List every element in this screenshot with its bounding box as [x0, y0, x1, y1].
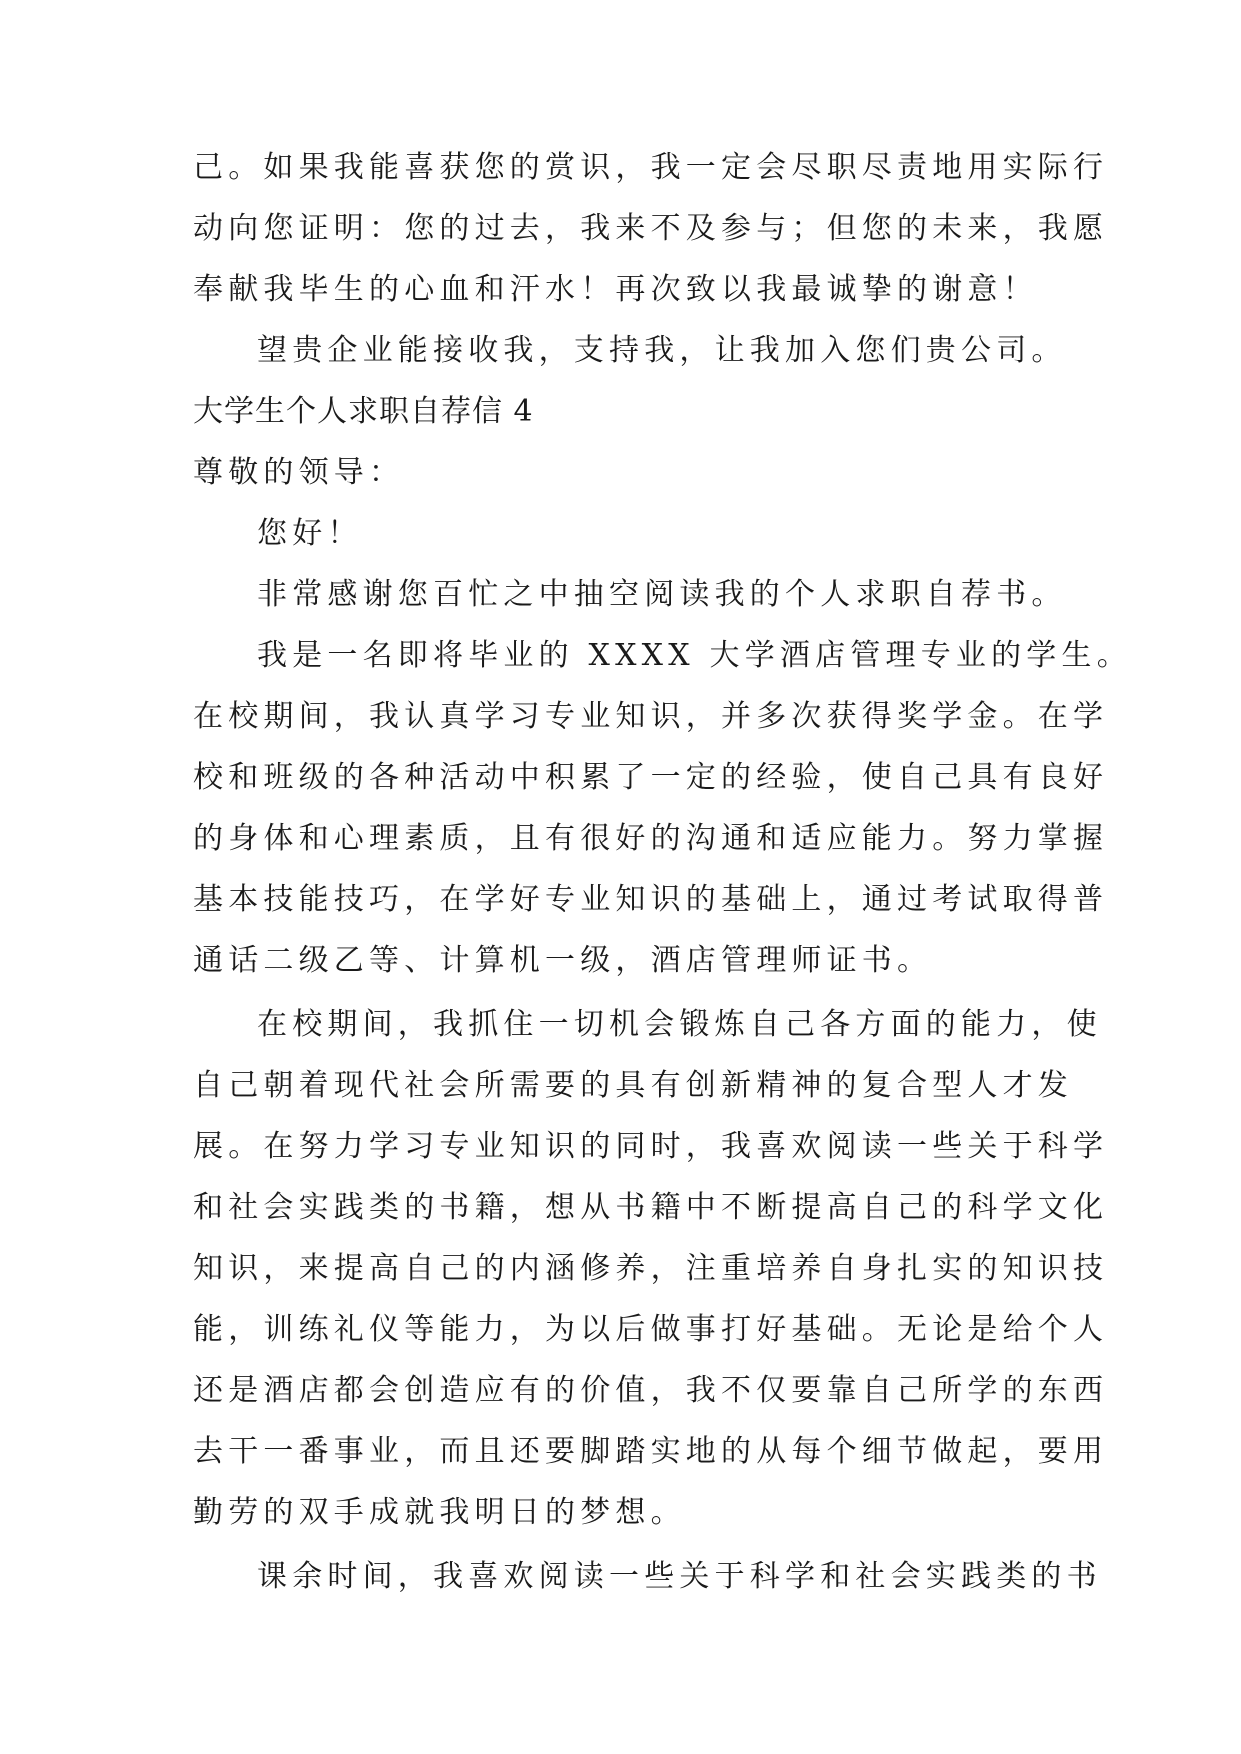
text-line: 我是一名即将毕业的 XXXX 大学酒店管理专业的学生。: [257, 638, 1132, 673]
text-line: 基本技能技巧，在学好专业知识的基础上，通过考试取得普: [193, 882, 1109, 917]
text-line: 知识，来提高自己的内涵修养，注重培养自身扎实的知识技: [193, 1251, 1109, 1286]
text-line: 奉献我毕生的心血和汗水！再次致以我最诚挚的谢意！: [193, 272, 1038, 307]
text-line: 非常感谢您百忙之中抽空阅读我的个人求职自荐书。: [257, 577, 1067, 612]
text-line: 通话二级乙等、计算机一级，酒店管理师证书。: [193, 943, 933, 978]
text-line: 去干一番事业，而且还要脚踏实地的从每个细节做起，要用: [193, 1434, 1109, 1469]
salutation: 尊敬的领导：: [193, 455, 405, 490]
text-line: 自己朝着现代社会所需要的具有创新精神的复合型人才发: [193, 1068, 1073, 1103]
text-line: 校和班级的各种活动中积累了一定的经验，使自己具有良好: [193, 760, 1109, 795]
text-line: 展。在努力学习专业知识的同时，我喜欢阅读一些关于科学: [193, 1129, 1109, 1164]
text-line: 的身体和心理素质，且有很好的沟通和适应能力。努力掌握: [193, 821, 1109, 856]
text-line: 动向您证明：您的过去，我来不及参与；但您的未来，我愿: [193, 211, 1109, 246]
text-line: 和社会实践类的书籍，想从书籍中不断提高自己的科学文化: [193, 1190, 1109, 1225]
text-line: 课余时间，我喜欢阅读一些关于科学和社会实践类的书: [257, 1559, 1102, 1594]
greeting: 您好！: [257, 516, 363, 551]
text-line: 能，训练礼仪等能力，为以后做事打好基础。无论是给个人: [193, 1312, 1109, 1347]
text-line: 还是酒店都会创造应有的价值，我不仅要靠自己所学的东西: [193, 1373, 1109, 1408]
text-line: 己。如果我能喜获您的赏识，我一定会尽职尽责地用实际行: [193, 150, 1109, 185]
text-line: 勤劳的双手成就我明日的梦想。: [193, 1495, 686, 1530]
text-line: 在校期间，我认真学习专业知识，并多次获得奖学金。在学: [193, 699, 1109, 734]
section-heading: 大学生个人求职自荐信 4: [193, 394, 534, 429]
text-line: 望贵企业能接收我，支持我，让我加入您们贵公司。: [257, 333, 1067, 368]
text-line: 在校期间，我抓住一切机会锻炼自己各方面的能力，使: [257, 1007, 1102, 1042]
